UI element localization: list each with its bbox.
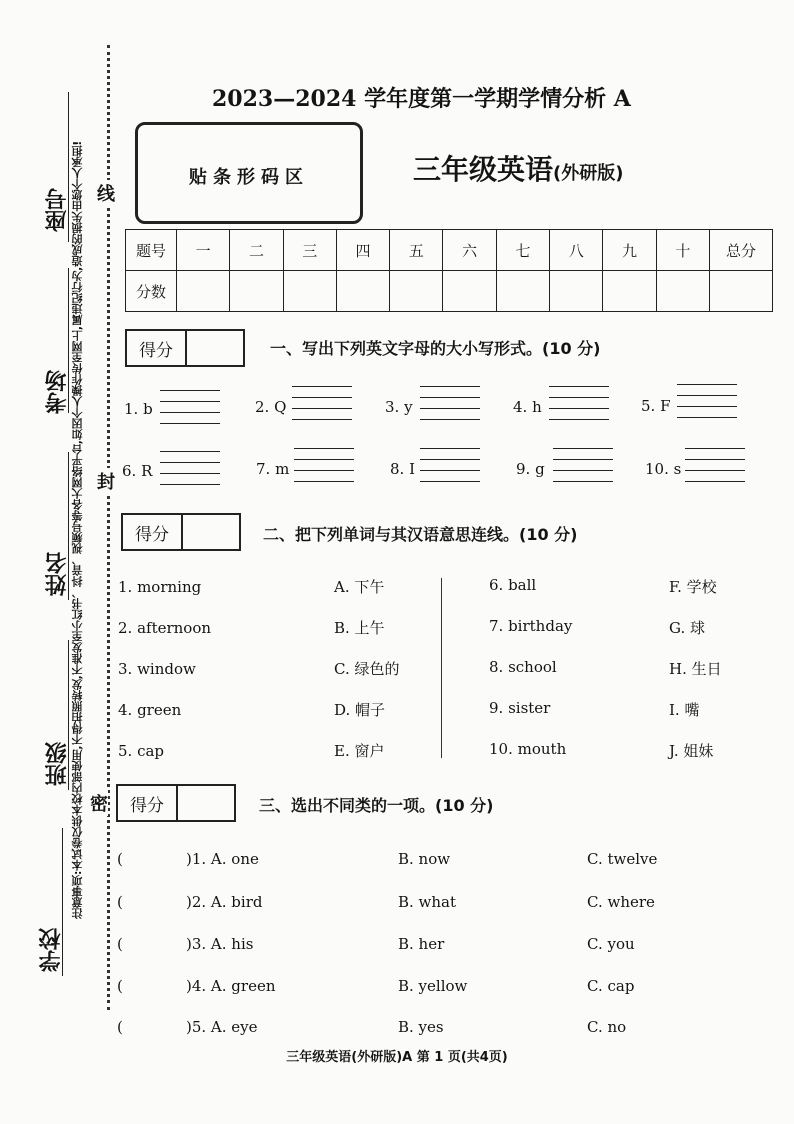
letter-writing-lines[interactable] xyxy=(553,448,613,482)
seal-mark-line: 线 xyxy=(97,180,115,206)
score-box-label: 得分 xyxy=(127,331,187,365)
letter-writing-lines[interactable] xyxy=(420,386,480,420)
score-table-col: 五 xyxy=(390,230,443,271)
score-table-col: 七 xyxy=(496,230,549,271)
match-meaning: D. 帽子 xyxy=(334,701,386,719)
score-table-header-row xyxy=(126,230,773,271)
score-cell[interactable] xyxy=(336,271,389,312)
choice-option-c: C. where xyxy=(587,893,655,911)
score-cell[interactable] xyxy=(390,271,443,312)
section2-title: 二、把下列单词与其汉语意思连线。(10 分) xyxy=(263,525,578,544)
score-table-col: 二 xyxy=(230,230,283,271)
score-table-total: 总分 xyxy=(710,230,773,271)
choice-option-b: B. yes xyxy=(398,1018,444,1036)
letter-writing-lines[interactable] xyxy=(160,451,220,485)
answer-paren[interactable]: ( xyxy=(117,935,123,953)
score-cell[interactable] xyxy=(603,271,656,312)
score-table-row2-label: 分数 xyxy=(126,271,177,312)
score-cell[interactable] xyxy=(443,271,496,312)
score-table-col: 四 xyxy=(336,230,389,271)
letter-writing-lines[interactable] xyxy=(677,384,737,418)
subject-edition: (外研版) xyxy=(553,163,624,184)
letter-writing-lines[interactable] xyxy=(294,448,354,482)
choice-option-c: C. no xyxy=(587,1018,627,1036)
score-box-value[interactable] xyxy=(187,331,243,365)
letter-item: 4. h xyxy=(513,398,542,416)
score-table-row1-label: 题号 xyxy=(126,230,177,271)
name-line xyxy=(68,452,69,600)
score-table-col: 六 xyxy=(443,230,496,271)
match-meaning: I. 嘴 xyxy=(669,701,700,719)
score-table-col: 九 xyxy=(603,230,656,271)
choice-option-c: C. you xyxy=(587,935,635,953)
letter-item: 3. y xyxy=(385,398,413,416)
choice-option-b: B. yellow xyxy=(398,977,468,995)
match-meaning: A. 下午 xyxy=(334,578,385,596)
letter-item: 1. b xyxy=(124,400,153,418)
match-divider xyxy=(441,578,442,758)
choice-option-b: B. what xyxy=(398,893,457,911)
barcode-area-label: 贴条形码区 xyxy=(189,167,309,188)
choice-option-b: B. her xyxy=(398,935,445,953)
score-cell[interactable] xyxy=(550,271,603,312)
name-label: 姓名 xyxy=(45,552,70,596)
choice-option-c: C. twelve xyxy=(587,850,658,868)
exam-room-label: 考场 xyxy=(45,370,70,414)
answer-paren[interactable]: ( xyxy=(117,1018,123,1036)
score-box-value[interactable] xyxy=(183,515,239,549)
score-box-value[interactable] xyxy=(178,786,234,820)
score-box-label: 得分 xyxy=(118,786,178,820)
choice-option-a: )4. A. green xyxy=(186,977,276,995)
letter-item: 6. R xyxy=(122,462,153,480)
score-box-label: 得分 xyxy=(123,515,183,549)
seal-mark-seal: 封 xyxy=(97,468,115,494)
score-cell[interactable] xyxy=(710,271,773,312)
section2-score-box xyxy=(121,513,241,551)
letter-writing-lines[interactable] xyxy=(160,390,220,424)
exam-room-line xyxy=(68,268,69,413)
section1-title: 一、写出下列英文字母的大小写形式。(10 分) xyxy=(270,339,601,358)
match-word: 8. school xyxy=(489,658,557,676)
letter-writing-lines[interactable] xyxy=(420,448,480,482)
section3-score-box xyxy=(116,784,236,822)
match-meaning: E. 窗户 xyxy=(334,742,385,760)
score-cell[interactable] xyxy=(230,271,283,312)
score-table xyxy=(125,229,773,312)
exam-title: 2023—2024 学年度第一学期学情分析 A xyxy=(212,86,631,112)
section1-score-box xyxy=(125,329,245,367)
letter-item: 10. s xyxy=(645,460,682,478)
school-line xyxy=(62,828,63,976)
letter-item: 8. I xyxy=(390,460,416,478)
match-word: 9. sister xyxy=(489,699,551,717)
match-meaning: C. 绿色的 xyxy=(334,660,400,678)
letter-writing-lines[interactable] xyxy=(549,386,609,420)
seat-line xyxy=(68,92,69,242)
match-meaning: B. 上午 xyxy=(334,619,385,637)
score-table-col: 三 xyxy=(283,230,336,271)
match-word: 2. afternoon xyxy=(118,619,212,637)
answer-paren[interactable]: ( xyxy=(117,850,123,868)
score-table-col: 一 xyxy=(177,230,230,271)
match-word: 6. ball xyxy=(489,576,537,594)
match-meaning: J. 姐妹 xyxy=(669,742,714,760)
choice-option-a: )2. A. bird xyxy=(186,893,263,911)
score-cell[interactable] xyxy=(656,271,709,312)
letter-item: 7. m xyxy=(256,460,290,478)
match-meaning: F. 学校 xyxy=(669,578,717,596)
match-word: 5. cap xyxy=(118,742,165,760)
choice-option-a: )5. A. eye xyxy=(186,1018,258,1036)
score-cell[interactable] xyxy=(283,271,336,312)
barcode-area xyxy=(135,122,363,224)
school-label: 学校 xyxy=(39,928,64,972)
score-table-score-row xyxy=(126,271,773,312)
class-line xyxy=(68,640,69,790)
match-word: 4. green xyxy=(118,701,182,719)
letter-writing-lines[interactable] xyxy=(292,386,352,420)
choice-option-c: C. cap xyxy=(587,977,635,995)
match-word: 3. window xyxy=(118,660,196,678)
letter-item: 2. Q xyxy=(255,398,287,416)
answer-paren[interactable]: ( xyxy=(117,893,123,911)
page-footer: 三年级英语(外研版)A 第 1 页(共4页) xyxy=(286,1050,508,1065)
match-word: 10. mouth xyxy=(489,740,567,758)
class-label: 班级 xyxy=(45,742,70,786)
match-word: 1. morning xyxy=(118,578,202,596)
choice-option-a: )3. A. his xyxy=(186,935,254,953)
choice-option-b: B. now xyxy=(398,850,451,868)
score-cell[interactable] xyxy=(177,271,230,312)
score-table-col: 十 xyxy=(656,230,709,271)
seat-label: 座号 xyxy=(45,188,70,232)
score-table-col: 八 xyxy=(550,230,603,271)
score-cell[interactable] xyxy=(496,271,549,312)
section3-title: 三、选出不同类的一项。(10 分) xyxy=(259,796,494,815)
letter-writing-lines[interactable] xyxy=(685,448,745,482)
match-word: 7. birthday xyxy=(489,617,573,635)
subject-name: 三年级英语 xyxy=(413,153,554,186)
notice-text: 注意事项:本试卷仅供本校内部使用,不得拍照转发,不准发至小红书、抖音、视频号等各大网络平台,如因个人操作传至网上,属违纪行为,造成的损失由您个人承担! xyxy=(71,140,84,920)
match-meaning: H. 生日 xyxy=(669,660,722,678)
choice-option-a: )1. A. one xyxy=(186,850,259,868)
answer-paren[interactable]: ( xyxy=(117,977,123,995)
letter-item: 9. g xyxy=(516,460,545,478)
match-meaning: G. 球 xyxy=(669,619,705,637)
letter-item: 5. F xyxy=(641,397,671,415)
seal-mark-secret: 密 xyxy=(90,790,108,816)
subject-title xyxy=(413,148,623,188)
